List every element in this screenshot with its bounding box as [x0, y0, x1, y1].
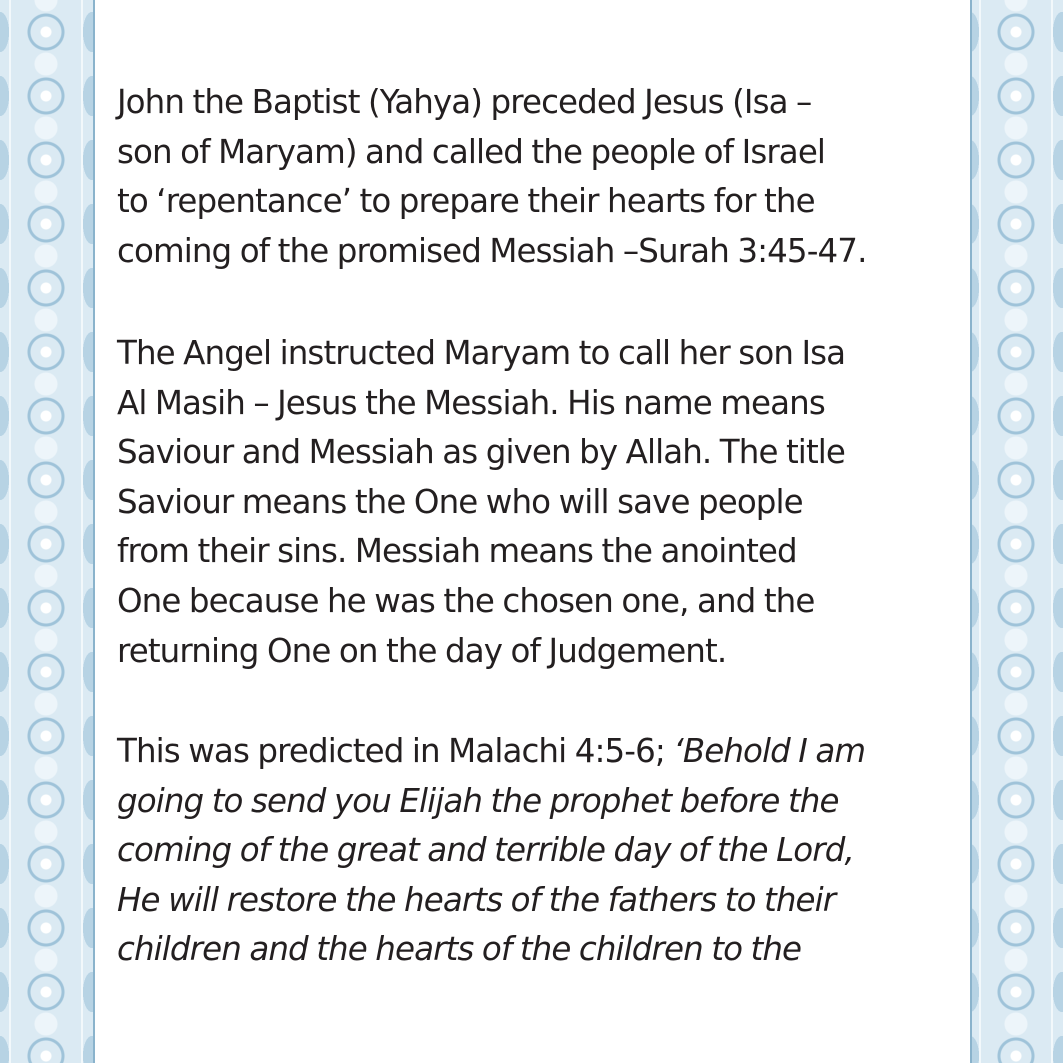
- paragraph-malachi-prophecy: [117, 727, 957, 975]
- text-plain: This was predicted in Malachi 4:5-6;: [117, 732, 674, 770]
- scripture-quote-start: ‘Behold I am: [673, 732, 866, 770]
- page-content: [95, 0, 970, 1063]
- text-line: Al Masih – Jesus the Messiah. His name means: [117, 383, 825, 422]
- scripture-quote-line: children and the hearts of the children to the: [117, 930, 802, 969]
- paragraph-angel-instructed: [117, 329, 957, 676]
- text-line: One because he was the chosen one, and the: [117, 581, 815, 620]
- scripture-quote-line: going to send you Elijah the prophet before the: [117, 781, 839, 820]
- text-line: from their sins. Messiah means the anointed: [117, 532, 797, 571]
- scripture-quote-line: coming of the great and terrible day of the Lord,: [117, 831, 854, 870]
- text-line: coming of the promised Messiah –Surah 3:45-47.: [117, 231, 867, 270]
- text-line: [117, 727, 957, 777]
- text-line: John the Baptist (Yahya) preceded Jesus (Isa –: [117, 83, 812, 121]
- text-line: to ‘repentance’ to prepare their hearts for the: [117, 182, 815, 221]
- ornamental-border-left: [0, 0, 95, 1063]
- text-line: returning One on the day of Judgement.: [117, 631, 727, 670]
- text-line: son of Maryam) and called the people of Israel: [117, 132, 826, 171]
- ornamental-border-right: [970, 0, 1063, 1063]
- scripture-quote-line: He will restore the hearts of the fathers to their: [117, 880, 836, 919]
- text-line: Saviour and Messiah as given by Allah. The title: [117, 433, 846, 472]
- text-line: Saviour means the One who will save people: [117, 482, 803, 521]
- text-line: The Angel instructed Maryam to call her son Isa: [117, 334, 846, 372]
- paragraph-john-the-baptist: [117, 78, 957, 276]
